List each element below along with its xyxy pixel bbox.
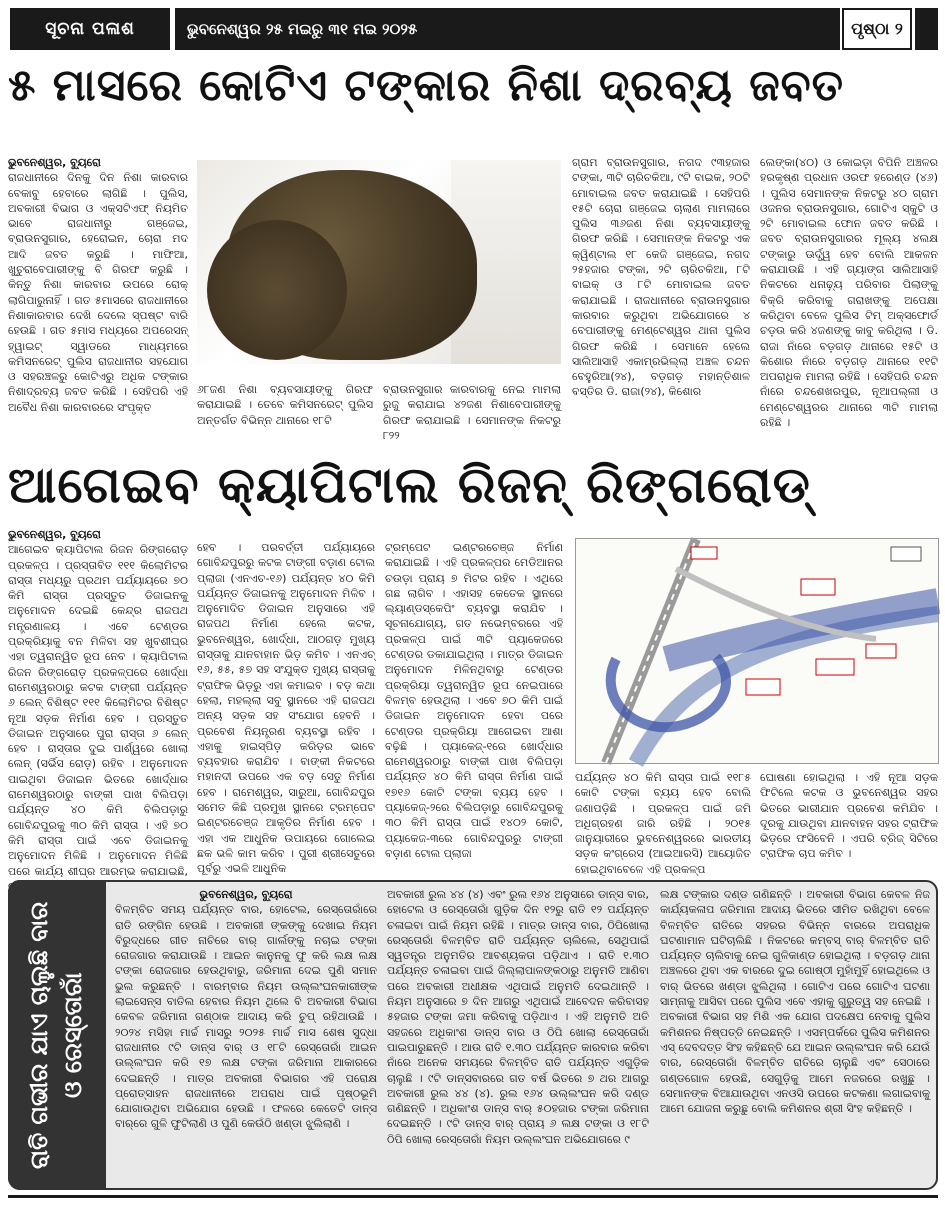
interchange-diagram <box>576 539 938 763</box>
story2-column-2 <box>197 540 375 876</box>
story3-column-2 <box>387 887 649 1182</box>
seized-drugs-photo <box>197 160 561 364</box>
story1-column-3 <box>383 382 561 442</box>
newspaper-logo: ସୂଚନା ପଳାଶ <box>10 8 170 50</box>
page-number: ପୃଷ୍ଠା ୨ <box>842 8 912 50</box>
ringroad-map <box>575 538 939 764</box>
story3-column-3 <box>660 887 930 1182</box>
story2-column-3 <box>385 540 563 867</box>
story2-text-2: ହେବ । ପରବର୍ତ୍ତୀ ପର୍ଯ୍ୟାୟରେ ଗୋବିନ୍ଦପୁରରୁ କଟକ ଟାଙ୍ଗୀ ବଡ଼ାଣ ଟୋଲ ପ୍ଲାଜା (ଏନଏଚ-୧୬) ପର୍ଯ୍ୟନ୍ତ ୪୦ କିମି ପର୍ଯ୍ୟନ୍ତ ଡିଜାଇନକୁ ଅନୁମୋଦନ ମିଳିବ । ଅନୁମୋଦିତ ଡିଜାଇନ ଅନୁସାରେ ଏହି ରାଜପଥ ନିର୍ମାଣ ହେଲେ କଟକ, ଭୁବନେଶ୍ୱର, ଖୋର୍ଦ୍ଧା, ଆଠଗଡ଼ ମୁଖ୍ୟ ରାସ୍ତାକୁ ଯାନବାହାନ ଭିଡ଼ କମିବ । ଏନଏଚ୍ ୧୬, ୫୫, ୫୭ ସହ ସଂଯୁକ୍ତ ମୁଖ୍ୟ ରାସ୍ତାକୁ ଟ୍ରାଫିକ ଭିଡ଼ରୁ ଏହା କମାଇବ । ବଡ଼ କଥା ହେଲା, ମହଲ୍ଲା ସବୁ ସ୍ଥାନରେ ଏହି ରାଜପଥ ଅନ୍ୟ ସଡ଼କ ସହ ସଂଯୋଗ ହେବନି । ପ୍ରବେଶ ନିୟନ୍ତ୍ରଣ ବ୍ୟବସ୍ଥା ରହିବ । ଏହାକୁ ହାଇସ୍ପିଡ଼ କରିଡ଼ର ଭାବେ ବ୍ୟବହାର କରାଯିବ । ବାଙ୍କୀ ନିକଟରେ ମହାନଦୀ ଉପରେ ଏକ ବଡ଼ ସେତୁ ନିର୍ମାଣ ହେବ । ରାମେଶ୍ୱର, ସାରୁଆ, ଗୋବିନ୍ଦପୁର ସମେତ କିଛି ପ୍ରମୁଖ ସ୍ଥାନରେ ଟ୍ରମ୍ପେଟ ଇଣ୍ଟରଚେଞ୍ଜ ଆକୃତିର ନିର୍ମାଣ ହେବ । ଏହା ଏକ ଆଧୁନିକ ଉପାୟରେ ଗୋଲେଇ ଛକ ଭଳି କାମ କରିବ । ପୁରୀ ଶ୍ରୀସେତୁରେ ପୂର୍ବରୁ ଏଭଳି ଆଧୁନିକ <box>197 541 375 876</box>
story1-headline: ୫ ମାସରେ କୋଟିଏ ଟଙ୍କାର ନିଶା ଦ୍ରବ୍ୟ ଜବତ <box>8 60 845 111</box>
story1-dateline: ଭୁବନେଶ୍ୱର, ବ୍ୟୁରୋ <box>8 156 101 169</box>
story2-column-4 <box>575 770 751 876</box>
story1-column-4 <box>572 155 750 440</box>
story2-column-5 <box>760 770 938 867</box>
story2-text-5: ଘୋଷଣା ହୋଇଥିଲା । ଏହି ନୂଆ ସଡ଼କ ଫିଟିଲେ କଟକ ଓ ଭୁବନେଶ୍ୱର ସହର ଭିତରେ ଭାରୀଯାନ ପ୍ରବେଶ କମିଯିବ । ଦୂରକୁ ଯାଉଥିବା ଯାନବାହନ ସହର ଟ୍ରାଫିକ ଭିଡ଼ରେ ଫସିବେନି । ଏପରି ବ୍ରିଜ୍ ସିଟିରେ ଟ୍ରାଫିକ ଚାପ କମିବ । <box>760 771 938 861</box>
bottom-rule <box>8 1195 938 1198</box>
story3-text-2: ଅବକାରୀ ରୁଲ ୪୪ (୪) ଏବଂ ରୁଲ ୧୬୪ ଅନୁସାରେ ଡାନ୍ସ ବାର, ହୋଟେଲ ଓ ରେସ୍ତୋରାଁ ଗୁଡ଼ିକ ଦିନ ୧୨ରୁ ରାତି ୧୨ ପର୍ଯ୍ୟନ୍ତ ଚଳାଇବା ପାଇଁ ନିୟମ ରହିଛି । ମାତ୍ର ଡାନ୍ସ ବାର, ଠିପିଖୋଲା ରେସ୍ତୋରାଁ ବିଳମ୍ବିତ ରାତି ପର୍ଯ୍ୟନ୍ତ ଚାଲିଲେ, ସେଥିପାଇଁ ସ୍ୱତନ୍ତ୍ର ଅନୁମତିର ଆବଶ୍ୟକତା ପଡ଼ିଥାଏ । ରାତି ୧.୩୦ ପର୍ଯ୍ୟନ୍ତ ଚଳାଇବା ପାଇଁ ଜିଲ୍ଲାପାଳଙ୍କଠାରୁ ଅନୁମତି ଆଣିବା ପରେ ଅବକାରୀ ଅଧୀକ୍ଷକ ଏଥିପାଇଁ ଅନୁମତି ଦେଇଥାନ୍ତି । ନିୟମ ଅନୁସାରେ ୭ ଦିନ ଆଗରୁ ଏଥିପାଇଁ ଆବେଦନ କରିବାସହ ୫ହଜାର ଟଙ୍କା ଜମା କରିବାକୁ ପଡ଼ିଥାଏ । ଏହି ଅନୁମତି ଅତି ସହଜରେ ଅଧିକାଂଶ ଡାନ୍ସ ବାର ଓ ଠିପି ଖୋଲା ରେସ୍ତୋରାଁ ପାଇପାରୁଛନ୍ତି । ଆଉ ରାତି ୧.୩୦ ପର୍ଯ୍ୟନ୍ତ କାରବାର କରିବା ନାଁରେ ଅନେକ ସମୟରେ ବିଳମ୍ବିତ ରାତି ପର୍ଯ୍ୟନ୍ତ ଏଗୁଡ଼ିକ ଚାଲୁଛି । ୯ଟି ଡାନ୍ସବାରରେ ଗତ ବର୍ଷ ଭିତରେ ୭ ଥର ଆଗରୁ ଅବକାରୀ ରୁଲ ୪୪ (୪). ରୁଲ ୧୬୪ ଉଲ୍ଲଂଘନ କରି ଦଣ୍ଡ ଗଣିଛନ୍ତି । ଅଧିକାଂଶ ଡାନ୍ସ ବାର୍ ୫୦ହଜାର ଟଙ୍କା ଜରିମାନା ଦେଇଛନ୍ତି । ୯ଟି ଡାନ୍ସ ବାର୍ ପ୍ରାୟ ୬ ଲକ୍ଷ ଟଙ୍କା ଓ ୧୮ଟି ଠିପି ଖୋଲା ରେସ୍ତୋରାଁ ନିୟମ ଉଲ୍ଲଂଘନ ଅଭିଯୋଗରେ ୯ <box>387 888 649 1146</box>
story1-text-1: ରାଜଧାନୀରେ ଦିନକୁ ଦିନ ନିଶା କାରବାର ବେକାବୁ ହେବାରେ ଲାଗିଛି । ପୁଲିସ, ଅବକାରୀ ବିଭାଗ ଓ ଏକ୍ସଟିଏଫ୍ ନିୟମିତ ଭାବେ ରାଜଧାନୀରୁ ଗଞ୍ଜେଇ, ବ୍ରାଉନସୁଗାର, ହେରୋଇନ, ଚୋରା ମଦ ଆଦି ଜବତ କରୁଛି । ମାଫିଆ, ଖୁଚୁରାବେପାରୀଙ୍କୁ ବି ଗିରଫ କରୁଛି । କିନ୍ତୁ ନିଶା କାରବାର ଉପରେ ରୋକ୍ ଲାଗିପାରୁନାହିଁ । ଗତ ୫ମାସରେ ରାଜଧାନୀରେ ନିଶାକାରବାର ଦେଖି ଦେଲେ ସ୍ପଷ୍ଟ ବାରି ହେଉଛି । ଗତ ୫ମାସ ମଧ୍ୟରେ ଅପରେସନ୍ ହ୍ୱାଇଟ୍ ସ୍ୱାଡରେ ମାଧ୍ୟମରେ କମିସନରେଟ୍ ପୁଲିସ ରାଜଧାନୀର ସହଯୋଗ ଓ ସହରଞ୍ଚଳରୁ କୋଟିଏରୁ ଅଧିକ ଟଙ୍କାର ନିଶାଦ୍ରବ୍ୟ ଜବତ କରିଛି । ସେହିପରି ଏହି ଅବୈଧ ନିଶା କାରବାରରେ ସଂପୃକ୍ତ <box>8 171 188 414</box>
masthead <box>10 8 938 50</box>
story1-text-4: ଗ୍ରାମ ବ୍ରାଉନସୁଗାର, ନଗଦ ୯୩ହଜାର ଟଙ୍କା, ୩ଟି ଚାରିଚକିଆ, ୯ଟି ବାଇକ, ୨୦ଟି ମୋବାଇଲ ଜବତ କରାଯାଇଛି । ସେହିପରି ୧୫ଟି ଚୋରା ଗଞ୍ଜେଇ ଚାଲାଣ ମାମଲାରେ ପୁଲିସ ୩୬ଜଣ ନିଶା ବ୍ୟବସାୟୀଙ୍କୁ ଗିରଫ କରିଛି । ସେମାନଙ୍କ ନିକଟରୁ ଏକ କ୍ୱିଣ୍ଟାଲ ୧୮ କେଜି ଗଞ୍ଜେଇ, ନଗଦ ୨୫ହଜାର ଟଙ୍କା, ୨ଟି ଚାରିଚକିଆ, ୮ଟି ବାଇକ୍ ଓ ୮ଟି ମୋବାଇଲ ଜବତ କରାଯାଇଛି । ରାଜଧାନୀରେ ବ୍ରାଉନସୁଗାର କାରବାର କରୁଥିବା ଅଭିଯୋଗରେ ୪ ବେପାରୀଙ୍କୁ ମେଣ୍ଟେଶ୍ୱର ଥାନା ପୁଲିସ ଗିରଫ କରିଛି । ସେମାନେ ହେଲେ ସାଲିଆସାହି ଏକାମ୍ରଭିଲ୍ଲା ଅଞ୍ଚଳ ଚନ୍ଦନ ବେହୁରିଆ(୨୪), ବଡ଼ଗଡ଼ ମହାନ୍ତିଶାଳ ବସ୍ତିର ଡି. ରାଜା(୨୪), କିଶୋର <box>572 156 750 399</box>
masthead-strip <box>915 8 938 50</box>
story3-dateline: ଭୁବନେଶ୍ୱର, ବ୍ୟୁରୋ <box>199 888 293 901</box>
story2-text-4: ପର୍ଯ୍ୟନ୍ତ ୪୦ କିମି ରାସ୍ତା ପାଇଁ ୧୧୮୫ କୋଟି ଟଙ୍କା ବ୍ୟୟ ହେବ ବୋଲି ଜଣାପଡ଼ିଛି । ପ୍ରକଳ୍ପ ପାଇଁ ଜମି ଅଧିଗ୍ରହଣ ଜାରି ରହିଛି । ୨୦୧୫ ଜାନୁୟାରୀରେ ଭୁବନେଶ୍ୱରରେ ଭାରତୀୟ ସଡ଼କ କଂଗ୍ରେସ (ଆଇଆରସି) ଆୟୋଜିତ ହୋଇଥିବାବେଳେ ଏହି ପ୍ରକଳ୍ପ <box>575 771 751 876</box>
story1-text-2: ୬୮ଜଣ ନିଶା ବ୍ୟବସାୟୀଙ୍କୁ ଗିରଫ କରାଯାଇଛି । ତେବେ କମିସନରେଟ୍ ପୁଲିସ ଅନ୍ତର୍ଗତ ବିଭିନ୍ନ ଥାନାରେ ୧୮ଟି <box>197 383 373 427</box>
edition-date: ଭୁବନେଶ୍ୱର ୨୫ ମଇରୁ ୩୧ ମଇ ୨୦୨୫ <box>175 8 840 50</box>
story2-dateline: ଭୁବନେଶ୍ୱର, ବ୍ୟୁରୋ <box>8 528 101 541</box>
story1-column-1 <box>8 155 188 440</box>
story2-headline: ଆଗେଇବ କ୍ୟାପିଟାଲ ରିଜନ୍ ରିଙ୍ଗରୋଡ୍ <box>8 456 811 514</box>
story3-text-3: ଲକ୍ଷ ଟଙ୍କାର ଦଣ୍ଡ ଗଣିଛନ୍ତି । ଅବକାରୀ ବିଭାଗ କେବଳ ନିଜ କାର୍ଯ୍ୟକଳାପ ଜରିମାନା ଆଦାୟ ଭିତରେ ସୀମିତ ରଖିଥିବା ବେଳେ ବିଳମ୍ବିତ ରାତିରେ ସହରର ବିଭିନ୍ନ ବାରରେ ଅପରାଧିକ ଘଟଣାମାନ ଘଟିଚାଲିଛି । ନିକଟରେ କମ୍ବସ୍ ବାର୍ ବିଳମ୍ବିତ ରାତି ପର୍ଯ୍ୟନ୍ତ ଚାଲିବାକୁ ନେଇ ଗୁଳିକାଣ୍ଡ ହୋଇଥିଲା । ବଡ଼ଗଡ଼ ଥାନା ଅଞ୍ଚଳରେ ଥିବା ଏକ ବାରରେ ଦୁଇ ଗୋଷ୍ଠୀ ମୁହାଁମୁହିଁ ହୋଇଥିଲେ ଓ ବାର୍ ଭିତରେ ଖଣ୍ଡା ଝୁଲିଥିଲା । ଗୋଟିଏ ପରେ ଗୋଟିଏ ଘଟଣା ସାମ୍ନାକୁ ଆସିବା ପରେ ପୁଲିସ ଏବେ ଏହାକୁ ଗୁରୁତ୍ୱ ସହ ନେଇଛି । ଅବକାରୀ ବିଭାଗ ସହ ମିଶି ଏକ ଯୋଗ ପଦକ୍ଷେପ ନେବାକୁ ପୁଲିସ କମିଶନର ନିଷ୍ପତ୍ତି ନେଇଛନ୍ତି । ଏସମ୍ପର୍କରେ ପୁଲିସ କମିଶନର ଏସ୍ ଦେବଦତ୍ତ ସିଂହ କହିଛନ୍ତି ଯେ ଆଇନ ଉଲ୍ଲଂଘନ କରି ଯେଉଁ ବାର, ରେସ୍ତୋରାଁ ବିଳମ୍ବିତ ରାତିରେ ଚାଲୁଛି ଏବଂ ସେଠାରେ ଗଣ୍ଡଗୋଳ ହେଉଛି, ସେଗୁଡ଼ିକୁ ଆମେ ନଜରରେ ରଖୁଛୁ । ସେମାନଙ୍କ ବିଆଯାଉଥିବା ଏନଓସି ଉପରେ କଟକଣା ଲଗାଇବାକୁ ଆମେ ଯୋଜନା କରୁଛୁ ବୋଲି କମିଶନର ଶ୍ରୀ ସିଂହ କହିଛନ୍ତି । <box>660 888 930 1116</box>
story1-column-2 <box>197 382 373 442</box>
story3-headline: ରାତି ଗଭୀର ଯାଏ ଚାଲୁଛି ବାର ଓ ରେସ୍ତୋରାଁ <box>25 901 87 1169</box>
story3-text-1: ବିଳମ୍ବିତ ସମୟ ପର୍ଯ୍ୟନ୍ତ ବାର, ହୋଟେଲ, ରେସ୍ତୋରାଁରେ ରାତି ରଙ୍ଗିନ ହେଉଛି । ଅବକାରୀ ଙ୍କଙ୍କୁ ଦେଖାଇ ନିୟମ ବିରୁଦ୍ଧରେ ଗୀତ ନାଚିରେ ବାର୍ ଗାର୍ଲଙ୍କୁ ନଚାଇ ଟଙ୍କା ରୋଜଗାର କରାଯାଉଛି । ଆଇନ କାନୁନକୁ ଫୁ କରି ଲକ୍ଷ ଲକ୍ଷ ଟଙ୍କା ରୋଜଗାର ହେଉଥିବାରୁ, ଜରିମାନା ଦେଇ ପୁଣି ସମାନ ଭୁଲ କରୁଛନ୍ତି । ବାରମ୍ବାର ନିୟମ ଉଲ୍ଲଂଘନକାରୀଙ୍କ ଲାଇସେନ୍ସ ବାତିଲ ହେବାର ନିୟମ ଥିଲେ ବି ଅବକାରୀ ବିଭାଗ କେବଳ ଜରିମାନା ଗଣ୍ଠାକ ଆଦାୟ କରି ଚୁପ୍ ରହିଥାଉଛି । ୨୦୨୪ ମସିହା ମାର୍ଚ୍ଚ ମାସରୁ ୨୦୨୫ ମାର୍ଚ୍ଚ ମାସ ଶେଷ ସୁଦ୍ଧା ରାଜଧାନୀର ୯ଟି ଡାନ୍ସ ବାର୍ ଓ ୧୮ଟି ରେସ୍ତୋରାଁ ଆଇନ ଉଲ୍ଲଂଘନ କରି ୧୭ ଲକ୍ଷ ଟଙ୍କା ଜରିମାନା ଆକାରରେ ଦେଇଛନ୍ତି । ମାତ୍ର ଅବକାରୀ ବିଭାଗର ଏହି ପରୋକ୍ଷ ପ୍ରୋତ୍ସାହନ ରାଜଧାନୀରେ ଅପରାଧ ପାଇଁ ପୃଷ୍ଠଭୂମି ଯୋଗାଉଥିବା ଅଭିଯୋଗ ହେଉଛି । ଫଳରେ କେତେଟି ଡାନ୍ସ ବାର୍‌ରେ ଗୁଳି ଫୁଟିଲାଣି ଓ ପୁଣି କେଉଁଠି ଖଣ୍ଡା ଝୁଲିଲାଣି । <box>115 903 377 1131</box>
drug-pile-2 <box>207 220 347 360</box>
story2-text-1: ଆଗେଇବ କ୍ୟାପିଟାଲ ରିଜନ ରିଙ୍ଗରୋଡ଼ ପ୍ରକଳ୍ପ । ପ୍ରସ୍ତାବିତ ୧୧୧ କିଲୋମିଟର ରାସ୍ତା ମଧ୍ୟରୁ ପ୍ରଥମ ପର୍ଯ୍ୟାୟରେ ୭୦ କିମି ରାସ୍ତା ପ୍ରସ୍ତୁତ ଡିଜାଇନକୁ ଅନୁମୋଦନ ଦେଇଛି କେନ୍ଦ୍ର ରାଜପଥ ମନ୍ତ୍ରଣାଳୟ । ଏବେ ଟେଣ୍ଡର ପ୍ରକ୍ରିୟାକୁ ବନ ମିଳିବା ସହ ଖୁବଶୀଘ୍ର ଏହା ତ୍ୱରାନ୍ୱିତ ରୂପ ନେବ । କ୍ୟାପିଟାଲ ରିଜନ ରିଙ୍ଗରୋଡ଼ ପ୍ରକଳ୍ପରେ ଖୋର୍ଦ୍ଧା ରାମେଶ୍ୱରଠାରୁ କଟକ ଟାଙ୍ଗୀ ପର୍ଯ୍ୟନ୍ତ ୬ ଲେନ୍ ବିଶିଷ୍ଟ ୧୧୧ କିଲୋମିଟର ବିଶିଷ୍ଟ ନୂଆ ସଡ଼କ ନିର୍ମାଣ ହେବ । ପ୍ରସ୍ତୁତ ଡିଜାଇନ ଅନୁସାରେ ପୁରା ରାସ୍ତା ୬ ଲେନ୍ ହେବ । ରାସ୍ତାର ଦୁଇ ପାର୍ଶ୍ୱରେ ଖୋଲା ଲେନ୍ (ସର୍ଭିସ ରୋଡ଼) ରହିବ । ଅନୁମୋଦନ ପାଇଥିବା ଡିଜାଇନ ଭିତରେ ଖୋର୍ଦ୍ଧାର ରାମେଶ୍ୱରଠାରୁ ବାଙ୍କୀ ପାଖ ବିଲିପଡ଼ା ପର୍ଯ୍ୟନ୍ତ ୪୦ କିମି ବିଲିପଡ଼ାରୁ ଗୋବିନ୍ଦପୁରକୁ ୩୦ କିମି ରାସ୍ତା । ଏହି ୭୦ କିମି ରାସ୍ତା ପାଇଁ ଏବେ ଡିଜାଇନକୁ ଅନୁମୋଦନ ମିଳିଛି । ଅନୁମୋଦନ ମିଳିଛି ପରେ କାର୍ଯ୍ୟ ଶୀଘ୍ର ଆରମ୍ଭ କରାଯାଇଛି, <box>8 543 188 878</box>
story2-column-1 <box>8 527 188 878</box>
story1-column-5 <box>760 155 938 440</box>
story3-column-1 <box>115 887 377 1182</box>
story2-text-3: ଟ୍ରମ୍ପେଟ ଇଣ୍ଟରଚେଞ୍ଜ ନିର୍ମାଣ କରାଯାଇଛି । ଏହି ପ୍ରକଳ୍ପର ମେଡିଆନର ଚଉଡ଼ା ପ୍ରାୟ ୭ ମିଟର ରହିବ । ଏଥିରେ ଗଛ ଲାଗିବ । ଏହାସହ କେତେକ ସ୍ଥାନରେ ଲ୍ୟାଣ୍ଡସ୍କେପିଂ ବ୍ୟବସ୍ଥା କରାଯିବ । ସୂଚନାଯୋଗ୍ୟ, ଗତ ନଭେମ୍ବରରେ ଏହି ପ୍ରକଳ୍ପ ପାଇଁ ୩ଟି ପ୍ୟାକେଜରେ ଟେଣ୍ଡର ଡକାଯାଇଥିଲା । ମାତ୍ର ଡିଜାଇନ ଅନୁମୋଦନ ମିଳିନଥିବାରୁ ଟେଣ୍ଡର ପ୍ରକ୍ରିୟା ତ୍ୱରାନ୍ୱିତ ରୂପ ନେଇପାରେ ବିଳମ୍ବ ହେଉଥିଲା । ଏବେ ୭୦ କିମି ପାଇଁ ଡିଜାଇନ ଅନୁମୋଦନ ହେବା ପରେ ଟେଣ୍ଡର ପ୍ରକ୍ରିୟା ଆଗେଇବା ଆଶା ବଢ଼ିଛି । ପ୍ୟାକେଜ୍-୧ରେ ଖୋର୍ଦ୍ଧାର ରାମେଶ୍ୱରଠାରୁ ବାଙ୍କୀ ପାଖ ବିଲିପଡ଼ା ପର୍ଯ୍ୟନ୍ତ ୪୦ କିମି ରାସ୍ତା ନିର୍ମାଣ ପାଇଁ ୧୭୧୬ କୋଟି ଟଙ୍କା ବ୍ୟୟ ହେବ । ପ୍ୟାକେଜ୍-୨ରେ ବିଲିପଡ଼ାରୁ ଗୋବିନ୍ଦପୁରକୁ ୩୦ କିମି ରାସ୍ତା ପାଇଁ ୧୪୦୨ କୋଟି, ପ୍ୟାକେଜ-୩ରେ ଗୋବିନ୍ଦପୁରରୁ ଟାଙ୍ଗୀ ବଡ଼ାଣ ଟୋଲ ପ୍ଲାଜା <box>385 541 563 860</box>
story1-text-5: ଲେଙ୍କା(୪୦) ଓ କୋଇଡ଼ା ବିପିନି ଅଞ୍ଚଳର ହରକୃଷ୍ଣ ପ୍ରଧାନ ଓରଫ ହରେଣ୍ଡ (୪୬) । ପୁଲିସ ସେମାନଙ୍କ ନିକଟରୁ ୪୦ ଗ୍ରାମ ଓଜନର ବ୍ରାଉନସୁଗାର, ଗୋଟିଏ ସ୍କୁଟି ଓ ୨ଟି ମୋବାଇଲ ଫୋନ ଜବତ କରିଛି । ଜବତ ବ୍ରାଉନସୁଗାରର ମୂଲ୍ୟ ୪ଲକ୍ଷ ଟଙ୍କାରୁ ଊର୍ଦ୍ଧ୍ୱ ହେବ ବୋଲି ଆକଳନ କରାଯାଉଛି । ଏହି ଗ୍ୟାଙ୍ଗ ସାଲିଆସାହି ନିକଟରେ ଧନାଢ଼୍ୟ ପରିବାର ପିଲାଙ୍କୁ ବିକ୍ରି କରିବାକୁ ଗରାଖଙ୍କୁ ଅପେକ୍ଷା କରିଥିବା ବେଳେ ପୁଲିସ ଟିମ୍ ଅକ୍ସଫୋର୍ଡ ଚଡ଼ଉ କରି ୪ଜଣଙ୍କୁ କାବୁ କରିଥିଲା । ଡି. ରାଜା ନାଁରେ ବଡ଼ଗଡ଼ ଥାନାରେ ୧୫ଟି ଓ କିଶୋର ନାଁରେ ବଡ଼ଗଡ଼ ଥାନାରେ ୧୧ଟି ଅପରାଧିକ ମାମଲା ରହିଛି । ସେହିପରି ଚନ୍ଦନ ନାଁରେ ଚନ୍ଦଶେଖରପୁର, ନୂଆପଲ୍ଲୀ ଓ ମେଣ୍ଟେଶ୍ୱରର ଥାନାରେ ୩ଟି ମାମଲା ରହିଛି । <box>760 156 938 430</box>
story1-text-3: ବ୍ରାଉନସୁଗାର କାରବାରକୁ ନେଇ ମାମଲା ରୁଜୁ କରାଯାଇ ୪୨ଜଣ ନିଶାବେପାରୀଙ୍କୁ ଗିରଫ କରାଯାଇଛି । ସେମାନଙ୍କ ନିକଟରୁ ୮୨୨ <box>383 383 561 442</box>
